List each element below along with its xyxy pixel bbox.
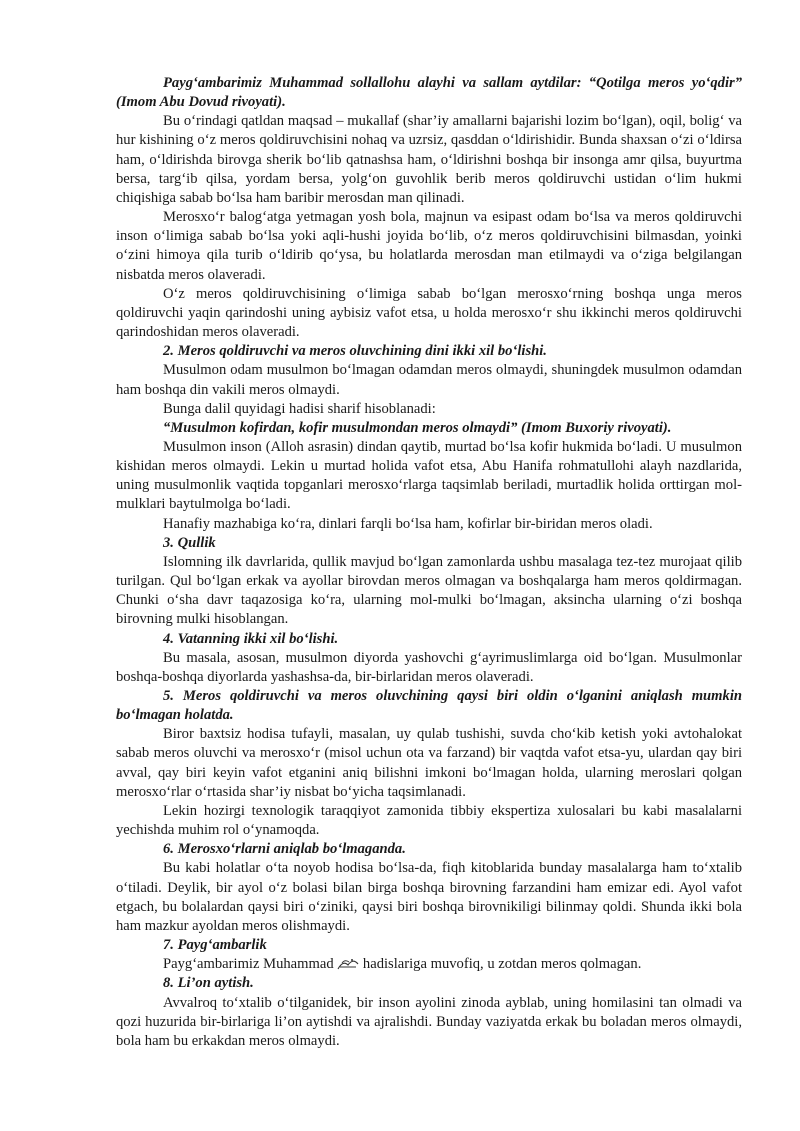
heading-oldin-olgan: 5. Meros qoldiruvchi va meros oluvchining qaysi biri oldin o‘lganini aniqlash mumkin bo‘lmagan holatda. xyxy=(116,688,742,724)
paygambarlik-text-before: Payg‘ambarimiz Muhammad xyxy=(163,956,334,973)
paragraph-lion-1: Avvalroq to‘xtalib o‘tilganidek, bir inson ayolini zinoda ayblab, uning homilasini tan olmadi va qozi huzurida bir-birlariga li’on aytishdi va ajralishdi. Bunday vaziyatda erkak bu boladan meros olmaydi, bola ham bu erkakdan meros olmaydi. xyxy=(116,994,742,1049)
paragraph-vatan-1: Bu masala, asosan, musulmon diyorda yashovchi g‘ayrimuslimlarga oid bo‘lgan. Musulmonlar boshqa-boshqa diyorlarda yashashsa-da, bir-birlaridan meros olaveradi. xyxy=(116,649,742,685)
paragraph-qatl-1: Bu o‘rindagi qatldan maqsad – mukallaf (shar’iy amallarni bajarishi lozim bo‘lgan), oqil, bolig‘ va hur kishining o‘z meros qoldiruvchisini nohaq va uzrsiz, qasddan o‘ldirishidir. Bunda shaxsan o‘zi o‘ldirsa ham, o‘ldirishda birovga sherik bo‘lib qatnashsa ham, o‘ldirishni boshqa bir insonga amr qilsa, buyurtma bersa, targ‘ib qilsa, yordam bersa, yolg‘on guvohlik berib meros qoldiruvchi ustidan o‘lim hukmi chiqishiga sabab bo‘lsa ham baribir merosdan man qilinadi. xyxy=(116,113,742,206)
paragraph-din-1: Musulmon odam musulmon bo‘lmagan odamdan meros olmaydi, shuningdek musulmon odamdan ham boshqa din vakili meros olmaydi. xyxy=(116,362,742,398)
paragraph-oldin-1: Biror baxtsiz hodisa tufayli, masalan, uy qulab tushishi, suvda cho‘kib ketish yoki avtohalokat sabab meros oluvchi va merosxo‘r (misol uchun ota va farzand) bir vaqtda vafot etsa-yu, ulardan qay biri avval, qay biri keyin vafot etganini aniq bilishni imkoni bo‘lmagan holda, ularning meroslari qolgan merosxo‘rlar o‘rtasida shar’iy nisbat bo‘yicha taqsimlanadi. xyxy=(116,726,742,800)
salawat-icon xyxy=(337,956,359,971)
paragraph-qullik-1: Islomning ilk davrlarida, qullik mavjud bo‘lgan zamonlarda ushbu masalaga tez-tez murojaat qilib turilgan. Qul bo‘lgan erkak va ayollar birovdan meros olmagan va boshqalarga ham meros qoldirmagan. Chunki o‘sha davr taqazosiga ko‘ra, ularning mol-mulki bo‘lmagan, aksincha ularning o‘zi boshqa birovning mulki hisoblangan. xyxy=(116,553,742,628)
heading-lion: 8. Li’on aytish. xyxy=(163,975,254,992)
paragraph-paygambarlik xyxy=(116,955,742,974)
heading-qullik: 3. Qullik xyxy=(163,534,216,551)
hadith-kofir: “Musulmon kofirdan, kofir musulmondan meros olmaydi” (Imom Buxoriy rivoyati). xyxy=(163,419,672,436)
document-page xyxy=(116,74,742,1051)
heading-din: 2. Meros qoldiruvchi va meros oluvchining dini ikki xil bo‘lishi. xyxy=(163,343,547,360)
paragraph-aniqlab-1: Bu kabi holatlar o‘ta noyob hodisa bo‘lsa-da, fiqh kitoblarida bunday masalalarga ham to‘xtalib o‘tiladi. Deylik, bir ayol o‘z bolasi bilan birga boshqa birovning farzandini ham emizar edi. Ayol vafot etgach, bu bolalardan qaysi biri o‘ziniki, qaysi biri boshqa birovnikiligi bilinmay qoldi. Shunda ikki bola ham mazkur ayoldan meros olishmaydi. xyxy=(116,860,742,934)
paragraph-din-2: Bunga dalil quyidagi hadisi sharif hisoblanadi: xyxy=(163,400,436,417)
paragraph-din-3: Musulmon inson (Alloh asrasin) dindan qaytib, murtad bo‘lsa kofir hukmida bo‘ladi. U musulmon kishidan meros olmaydi. Lekin u murtad holida vafot etsa, Abu Hanifa rohmatullohi alayh nazdlarida, uning musulmonlik vaqtida topganlari merosxo‘rlarga taqsimlab beriladi, murtadlik holida orttirgan mol-mulklari baytulmolga bo‘ladi. xyxy=(116,438,742,513)
paragraph-qatl-3: O‘z meros qoldiruvchisining o‘limiga sabab bo‘lgan merosxo‘rning boshqa unga meros qoldiruvchi yaqin qarindoshi uning aybisiz vafot etsa, u holda merosxo‘r shu ikkinchi meros qoldiruvchi qarindoshidan meros olaveradi. xyxy=(116,285,742,341)
heading-vatan: 4. Vatanning ikki xil bo‘lishi. xyxy=(163,630,339,647)
paragraph-qatl-2: Merosxo‘r balog‘atga yetmagan yosh bola, majnun va esipast odam bo‘lsa va meros qoldiruvchi inson o‘limiga sabab bo‘lsa yoki aqli-hushi joyida bo‘lib, o‘z meros qoldiruvchisini bilmasdan, yoinki o‘zini himoya qila turib o‘ldirib qo‘ysa, bu holatlarda merosdan man etilmaydi va o‘ziga belgilangan nisbatda meros olaveradi. xyxy=(116,209,742,283)
hadith-qotil: Payg‘ambarimiz Muhammad sollallohu alayhi va sallam aytdilar: “Qotilga meros yo‘qdir” (Imom Abu Dovud rivoyati). xyxy=(116,75,742,111)
paygambarlik-text-after: hadislariga muvofiq, u zotdan meros qolmagan. xyxy=(359,956,642,973)
paragraph-din-4: Hanafiy mazhabiga ko‘ra, dinlari farqli bo‘lsa ham, kofirlar bir-biridan meros oladi. xyxy=(163,515,653,532)
paragraph-oldin-2: Lekin hozirgi texnologik taraqqiyot zamonida tibbiy ekspertiza xulosalari bu kabi masalalarni yechishda muhim rol o‘ynamoqda. xyxy=(116,802,742,839)
heading-aniqlab: 6. Merosxo‘rlarni aniqlab bo‘lmaganda. xyxy=(163,841,406,858)
heading-paygambarlik: 7. Payg‘ambarlik xyxy=(163,937,267,954)
